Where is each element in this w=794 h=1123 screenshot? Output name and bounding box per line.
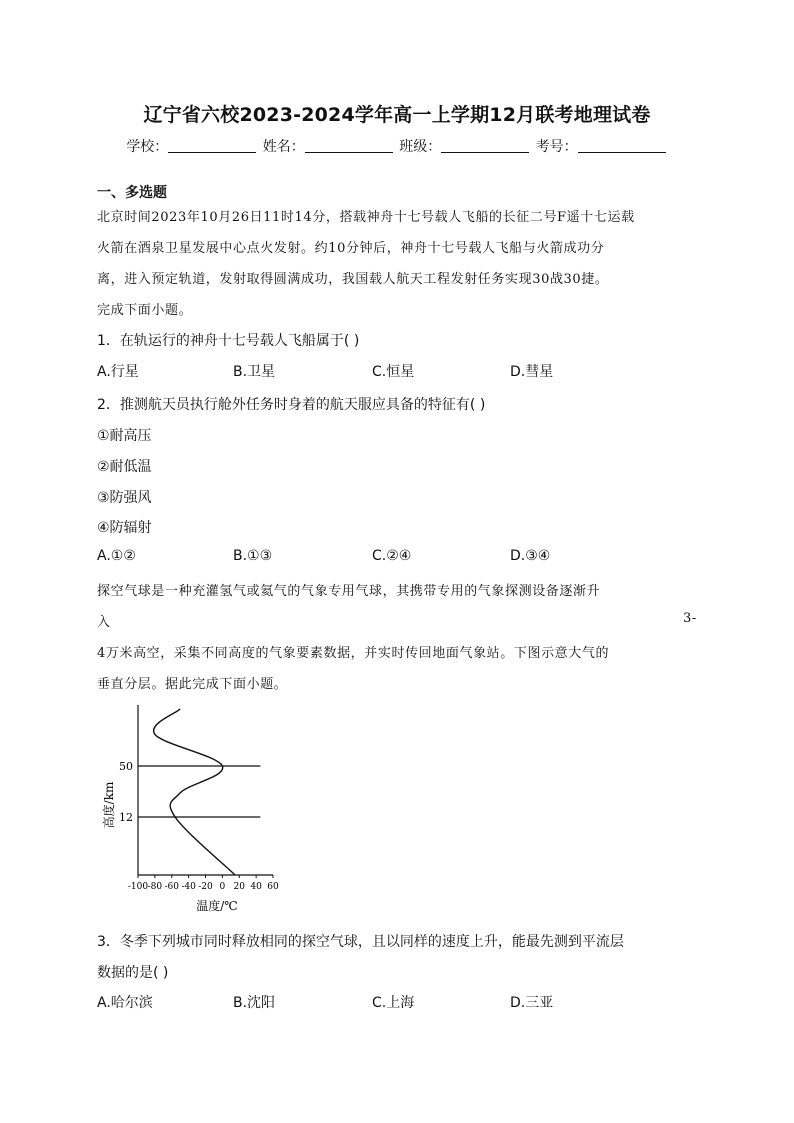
x-tick-label: 0 [219,882,226,892]
q3-option-d[interactable]: D.三亚 [510,995,554,1011]
question-1-stem: 1．在轨运行的神舟十七号载人飞船属于( ) [97,333,360,349]
q1-option-a[interactable]: A.行星 [97,364,139,380]
passage2-line: 4万米高空，采集不同高度的气象要素数据，并实时传回地面气象站。下图示意大气的 [97,646,610,661]
x-tick-label: -20 [198,882,213,892]
q2-item: ③防强风 [97,490,152,506]
x-tick-label: -60 [164,882,179,892]
passage2-line: 3- [683,611,697,626]
x-tick-label: -80 [147,882,163,892]
name-blank[interactable] [305,138,393,153]
student-info-row [0,136,794,156]
passage1-line: 火箭在酒泉卫星发展中心点火发射。约10分钟后，神舟十七号载人飞船与火箭成功分 [97,241,605,256]
q3-option-c[interactable]: C.上海 [372,995,415,1011]
x-tick-label: 60 [267,882,279,892]
page-title: 辽宁省六校2023-2024学年高一上学期12月联考地理试卷 [143,104,651,126]
passage2-line: 垂直分层。据此完成下面小题。 [97,677,288,692]
class-label: 班级： [399,139,442,155]
atmosphere-layer-chart [95,700,295,920]
x-tick-label: 20 [233,882,245,892]
number-blank[interactable] [578,138,666,153]
temperature-curve [154,709,235,875]
q2-item: ④防辐射 [97,520,152,536]
q2-item: ②耐低温 [97,459,152,475]
y-tick-label: 12 [119,811,133,824]
question-3-stem: 3．冬季下列城市同时释放相同的探空气球，且以同样的速度上升，能最先测到平流层 [97,934,624,950]
q3-option-a[interactable]: A.哈尔滨 [97,995,153,1011]
q2-option-c[interactable]: C.②④ [372,548,412,564]
question-3-stem-cont: 数据的是( ) [97,965,169,981]
passage1-line: 离，进入预定轨道，发射取得圆满成功，我国载人航天工程发射任务实现30战30捷。 [97,272,609,287]
passage1-line: 完成下面小题。 [97,303,193,318]
x-tick-label: -100 [127,882,149,892]
name-label: 姓名： [262,139,305,155]
class-blank[interactable] [441,138,529,153]
x-tick-label: -40 [181,882,196,892]
x-tick-label: 40 [250,882,262,892]
q2-item: ①耐高压 [97,428,152,444]
q2-option-a[interactable]: A.①② [97,548,136,564]
school-blank[interactable] [168,138,256,153]
section-heading: 一、多选题 [97,185,167,201]
school-label: 学校： [126,139,169,155]
y-tick-label: 50 [119,760,133,773]
chart-axes [138,705,273,875]
q1-option-c[interactable]: C.恒星 [372,364,415,380]
q2-option-d[interactable]: D.③④ [510,548,551,564]
number-label: 考号： [535,139,578,155]
x-axis-label: 温度/℃ [196,899,238,913]
passage2-line: 探空气球是一种充灌氢气或氦气的气象专用气球，其携带专用的气象探测设备逐渐升 [97,584,601,599]
q1-option-b[interactable]: B.卫星 [233,364,276,380]
q3-option-b[interactable]: B.沈阳 [233,995,276,1011]
passage1-line: 北京时间2023年10月26日11时14分，搭载神舟十七号载人飞船的长征二号F遥十七运载 [97,210,635,225]
passage2-line: 入 [97,615,111,630]
question-2-stem: 2．推测航天员执行舱外任务时身着的航天服应具备的特征有( ) [97,397,486,413]
q2-option-b[interactable]: B.①③ [233,548,273,564]
y-axis-label: 高度/km [102,781,116,829]
q1-option-d[interactable]: D.彗星 [510,364,554,380]
